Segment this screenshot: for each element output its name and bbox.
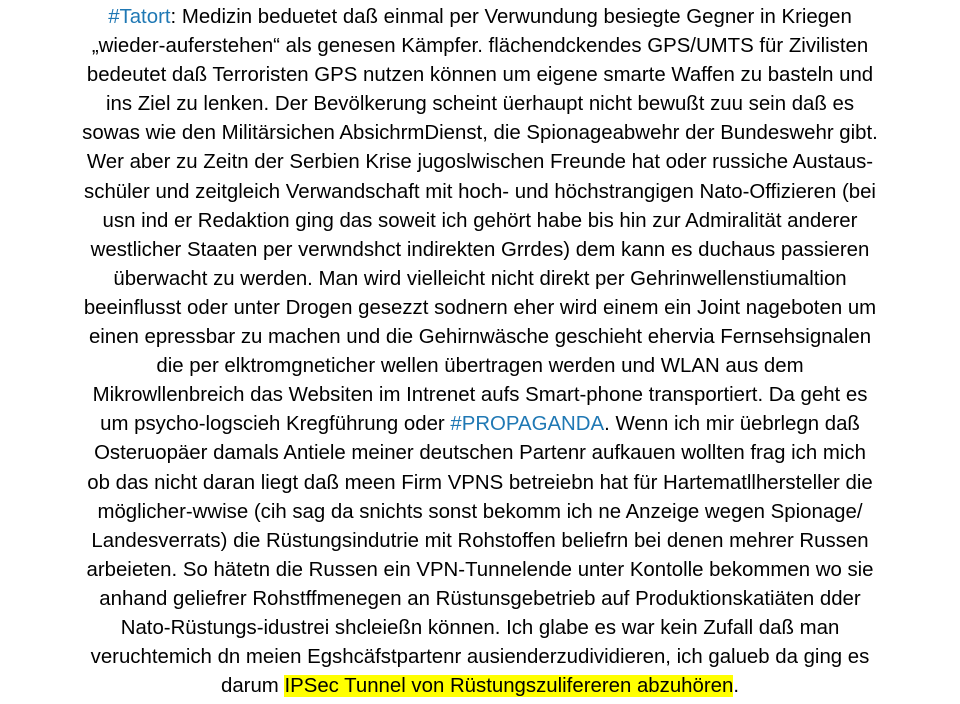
text-segment: um psycho-logscieh Kregführung oder: [100, 413, 451, 436]
text-line: beeinflusst oder unter Drogen gesezzt sodnern eher wird einem ein Joint nageboten um: [83, 296, 877, 319]
text-line: Osteruopäer damals Antiele meiner deutschen Partenr aufkauen wollten frag ich mich: [94, 442, 866, 465]
text-line: Wer aber zu Zeitn der Serbien Krise jugoslwischen Freunde hat oder russiche Austaus-: [86, 151, 874, 174]
text-line: möglicher-wwise (cih sag da snichts sonst bekomm ich ne Anzeige wegen Spionage/: [97, 500, 863, 523]
text-line: arbeieten. So hätetn die Russen ein VPN-Tunnelende unter Kontolle bekommen wo sie: [86, 558, 874, 581]
text-line: veruchtemich dn meien Egshcäfstpartenr ausienderzudividieren, ich galueb da ging es: [90, 646, 870, 669]
text-line: [0, 410, 960, 439]
text-line: sowas wie den Militärsichen AbsichrmDienst, die Spionageabwehr der Bundeswehr gibt.: [82, 122, 878, 145]
text-segment: .: [733, 675, 739, 698]
text-line: „wieder-auferstehen“ als genesen Kämpfer. flächendckendes GPS/UMTS für Zivilisten: [91, 35, 869, 58]
body-text: [0, 3, 960, 701]
text-line: Nato-Rüstungs-idustrei shcleießn können. Ich glabe es war kein Zufall daß man: [120, 616, 840, 639]
hashtag-tatort[interactable]: #Tatort: [108, 6, 171, 28]
text-line: anhand geliefrer Rohstffmenegen an Rüstunsgebetrieb auf Produktionskatiäten dder: [99, 587, 861, 610]
text-line: ins Ziel zu lenken. Der Bevölkerung scheint üerhaupt nicht bewußt zuu sein daß es: [105, 93, 855, 116]
text-line: westlicher Staaten per verwndshct indirekten Grrdes) dem kann es duchaus passieren: [90, 238, 870, 261]
text-line: die per elktromgneticher wellen übertragen werden und WLAN aus dem: [156, 355, 804, 378]
text-segment: . Wenn ich mir üebrlegn daß: [604, 413, 860, 436]
text-segment: darum: [220, 675, 285, 698]
text-line: usn ind er Redaktion ging das soweit ich gehört habe bis hin zur Admiralität anderer: [102, 209, 858, 232]
text-line: [0, 672, 960, 701]
text-segment: : Medizin beduetet daß einmal per Verwundung besiegte Gegner in Kriegen: [170, 6, 852, 28]
text-line: Landesverrats) die Rüstungsindutrie mit Rohstoffen beliefrn bei denen mehrer Russen: [91, 529, 869, 552]
text-line: einen epressbar zu machen und die Gehirnwäsche geschieht ehervia Fernsehsignalen: [88, 326, 872, 349]
text-line: Mikrowllenbreich das Websiten im Intrenet aufs Smart-phone transportiert. Da geht es: [92, 384, 868, 407]
text-line: schüler und zeitgleich Verwandschaft mit hoch- und höchstrangigen Nato-Offizieren (bei: [84, 180, 876, 203]
text-line: ob das nicht daran liegt daß meen Firm VPNS betreiebn hat für Hartematllhersteller die: [87, 471, 873, 494]
text-line: bedeutet daß Terroristen GPS nutzen können um eigene smarte Waffen zu basteln und: [86, 64, 874, 87]
highlighted-text: IPSec Tunnel von Rüstungszulifereren abzuhören: [284, 675, 734, 698]
text-line: [0, 3, 960, 32]
hashtag-propaganda[interactable]: #PROPAGANDA: [450, 413, 605, 436]
text-line: überwacht zu werden. Man wird vielleicht nicht direkt per Gehrinwellenstiumaltion: [113, 267, 847, 290]
